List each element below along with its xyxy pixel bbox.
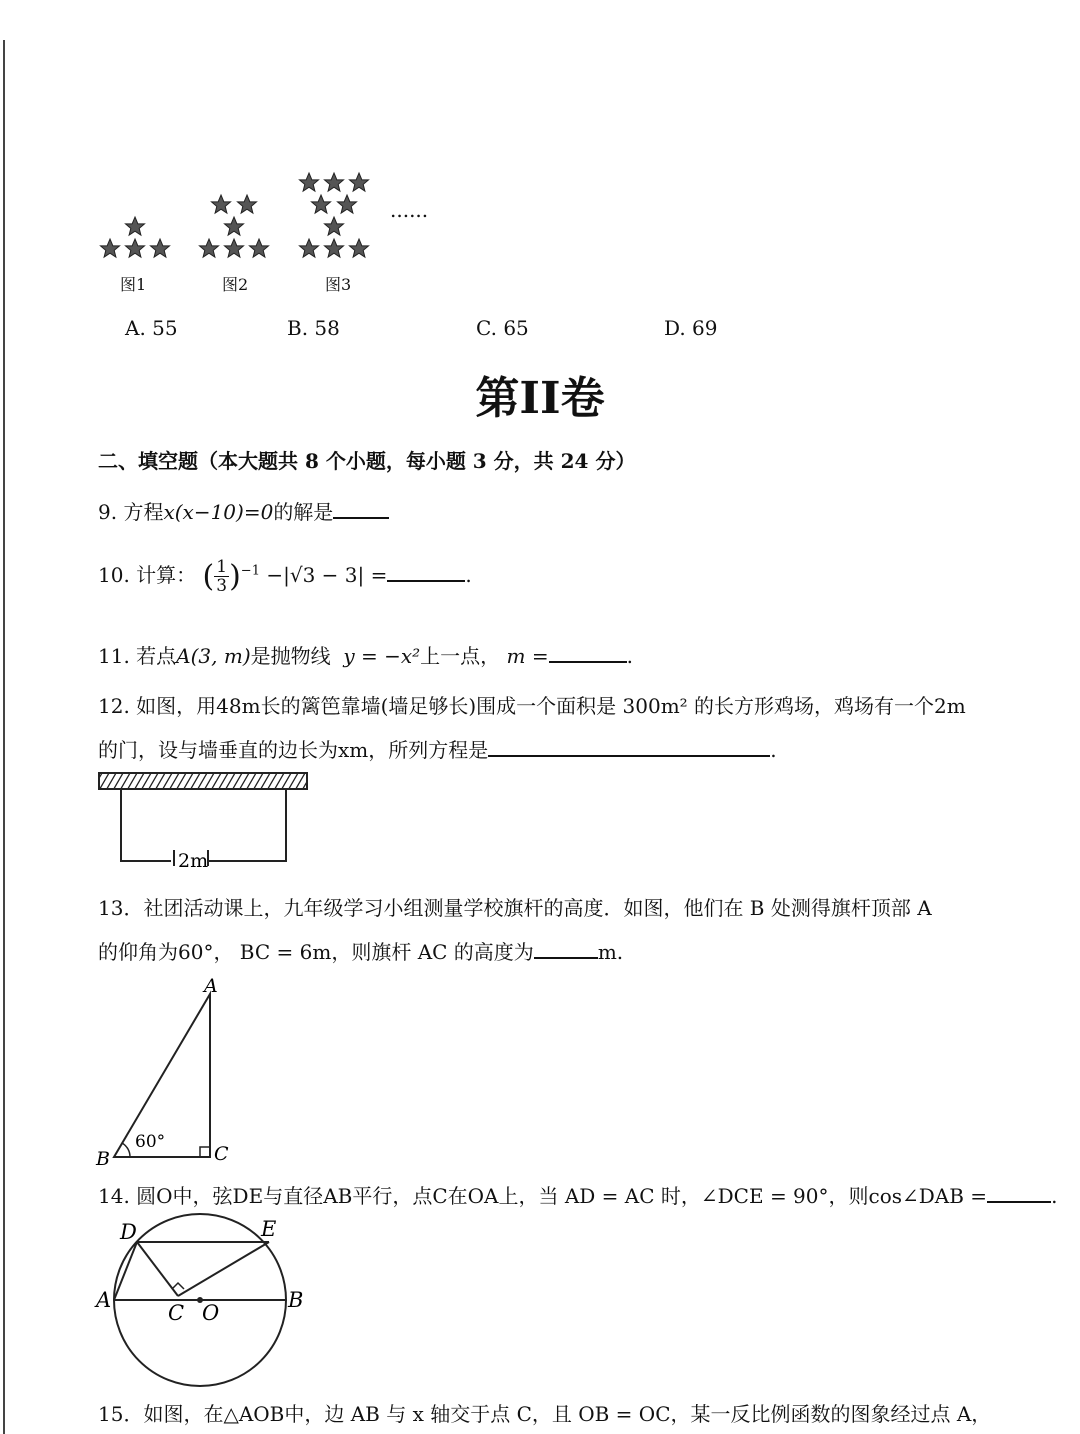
angle-arc bbox=[122, 1143, 130, 1157]
figure-label-3: 图3 bbox=[325, 275, 352, 294]
door-label: 2m bbox=[178, 850, 209, 870]
page-left-rule bbox=[3, 40, 5, 1434]
choice-a: A. 55 bbox=[125, 316, 178, 340]
wall bbox=[99, 773, 307, 789]
fence bbox=[121, 789, 171, 861]
angle-label: 60° bbox=[135, 1132, 166, 1152]
question-15: 15．如图，在△AOB中，边 AB 与 x 轴交于点 C，且 OB = OC，某一反比例函数的图象经过点 A， bbox=[98, 1402, 992, 1426]
question-11: 11. 若点A(3, m)是抛物线 y = −x²上一点， m = . bbox=[98, 640, 633, 669]
label-a2: A bbox=[96, 1288, 112, 1312]
circle-diagram bbox=[94, 1212, 319, 1392]
label-e: E bbox=[261, 1217, 277, 1241]
label-c: C bbox=[214, 1143, 229, 1165]
segment-dc bbox=[137, 1242, 178, 1296]
question-13-line-2: 的仰角为60°， BC = 6m，则旗杆 AC 的高度为 m. bbox=[98, 936, 623, 965]
choice-d: D. 69 bbox=[664, 316, 718, 340]
volume-title: 第II卷 bbox=[475, 373, 605, 424]
figure-label-2: 图2 bbox=[222, 275, 249, 294]
segment-ad bbox=[114, 1242, 137, 1300]
fence-right bbox=[209, 789, 286, 861]
choice-b: B. 58 bbox=[287, 316, 340, 340]
figure-label-1: 图1 bbox=[120, 275, 147, 294]
right-angle-mark bbox=[200, 1147, 210, 1157]
fence-diagram bbox=[96, 770, 316, 870]
label-b2: B bbox=[288, 1288, 304, 1312]
question-14: 14. 圆O中，弦DE与直径AB平行，点C在OA上，当 AD = AC 时，∠DCE = 90°，则cos∠DAB = . bbox=[98, 1180, 1057, 1209]
question-12-line-2: 的门，设与墙垂直的边长为xm，所列方程是 . bbox=[98, 734, 777, 763]
question-13-line-1: 13．社团活动课上，九年级学习小组测量学校旗杆的高度．如图，他们在 B 处测得旗杆顶部 A bbox=[98, 896, 932, 920]
segment-ce bbox=[178, 1242, 269, 1296]
label-c2: C bbox=[168, 1301, 185, 1325]
label-a: A bbox=[204, 975, 218, 997]
question-12-line-1: 12. 如图，用48m长的篱笆靠墙(墙足够长)围成一个面积是 300m² 的长方形鸡场，鸡场有一个2m bbox=[98, 694, 966, 718]
label-o: O bbox=[202, 1301, 220, 1325]
pattern-ellipsis: ...... bbox=[390, 198, 429, 222]
right-angle-mark-c bbox=[172, 1283, 184, 1289]
star-figure-2 bbox=[200, 195, 269, 257]
choice-c: C. 65 bbox=[476, 316, 529, 340]
section-heading: 二、填空题（本大题共 8 个小题，每小题 3 分，共 24 分） bbox=[98, 449, 636, 473]
question-9: 9. 方程x(x−10)=0的解是 bbox=[98, 496, 389, 525]
question-10: 10. 计算： ( $\frac{1}{3}$ )$^{-1}$ −|√3 − 3| = . bbox=[98, 557, 472, 596]
label-d: D bbox=[120, 1220, 137, 1244]
flagpole-triangle bbox=[92, 972, 242, 1172]
label-b: B bbox=[96, 1148, 110, 1170]
star-figure-3 bbox=[300, 173, 369, 257]
star-figure-1 bbox=[101, 217, 170, 257]
